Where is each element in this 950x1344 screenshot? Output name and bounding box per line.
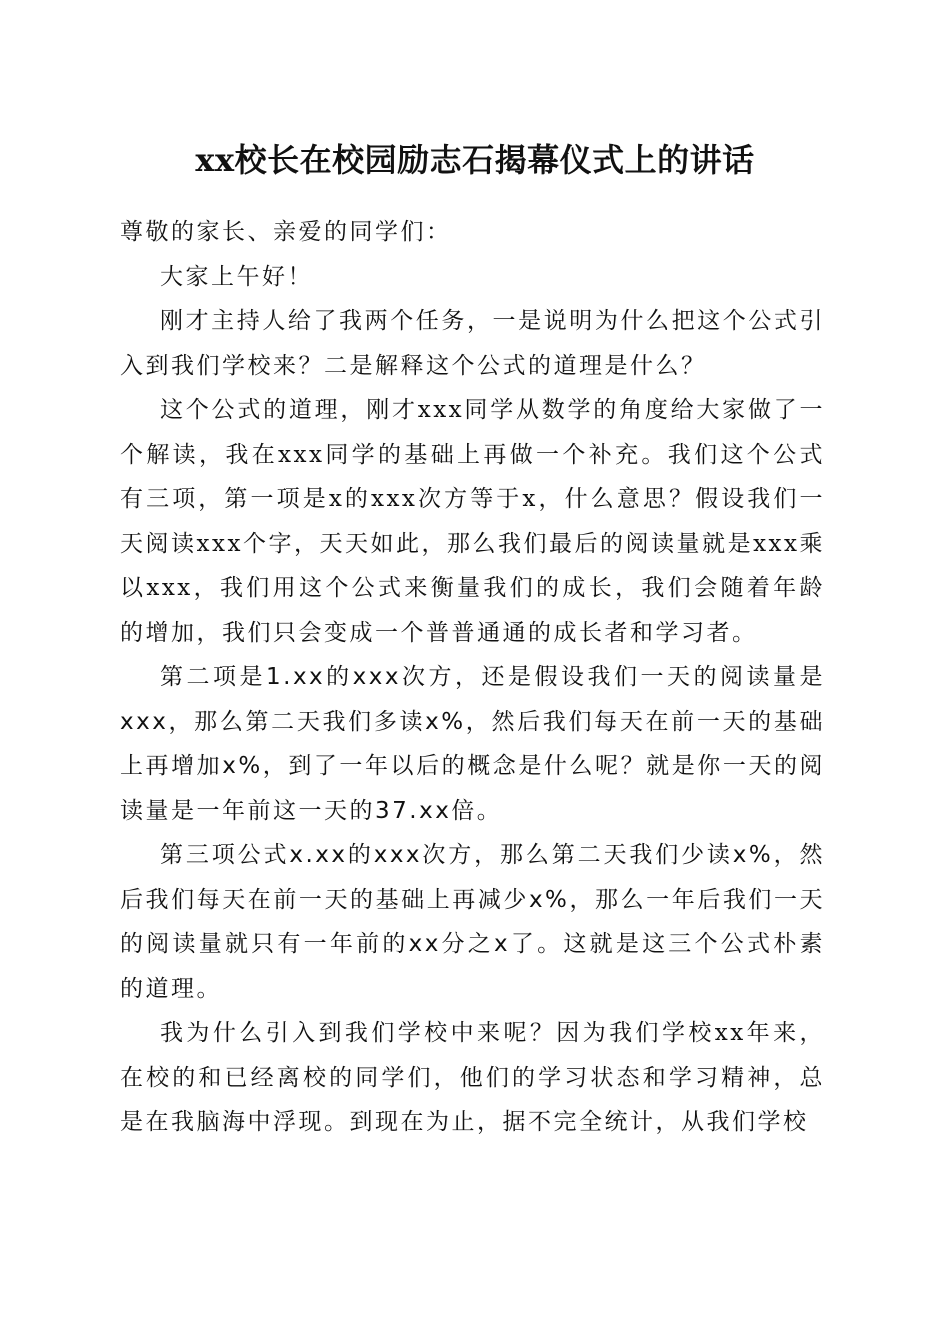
- paragraph-formula-explanation: 这个公式的道理，刚才xxx同学从数学的角度给大家做了一个解读，我在xxx同学的基础上再做一个补充。我们这个公式有三项，第一项是x的xxx次方等于x，什么意思？假设我们一天阅读xxx个字，天天如此，那么我们最后的阅读量就是xxx乘以xxx，我们用这个公式来衡量我们的成长，我们会随着年龄的增加，我们只会变成一个普普通通的成长者和学习者。: [120, 397, 825, 646]
- document-body: [120, 210, 825, 1145]
- paragraph-third-term: 第三项公式x.xx的xxx次方，那么第二天我们少读x%，然后我们每天在前一天的基础上再减少x%，那么一年后我们一天的阅读量就只有一年前的xx分之x了。这就是这三个公式朴素的道理。: [120, 842, 825, 1002]
- salutation: 尊敬的家长、亲爱的同学们：: [120, 219, 452, 245]
- paragraph-greeting: 大家上午好！: [160, 263, 313, 290]
- paragraph-second-term: 第二项是1.xx的xxx次方，还是假设我们一天的阅读量是xxx，那么第二天我们多读x%，然后我们每天在前一天的基础上再增加x%，到了一年以后的概念是什么呢？就是你一天的阅读量是一年前这一天的37.xx倍。: [120, 664, 825, 824]
- document-title: xx校长在校园励志石揭幕仪式上的讲话: [195, 141, 755, 179]
- paragraph-why-introduce: 我为什么引入到我们学校中来呢？因为我们学校xx年来，在校的和已经离校的同学们，他们的学习状态和学习精神，总是在我脑海中浮现。到现在为止，据不完全统计，从我们学校: [120, 1020, 825, 1135]
- paragraph-tasks: 刚才主持人给了我两个任务，一是说明为什么把这个公式引入到我们学校来？二是解释这个公式的道理是什么？: [120, 308, 825, 379]
